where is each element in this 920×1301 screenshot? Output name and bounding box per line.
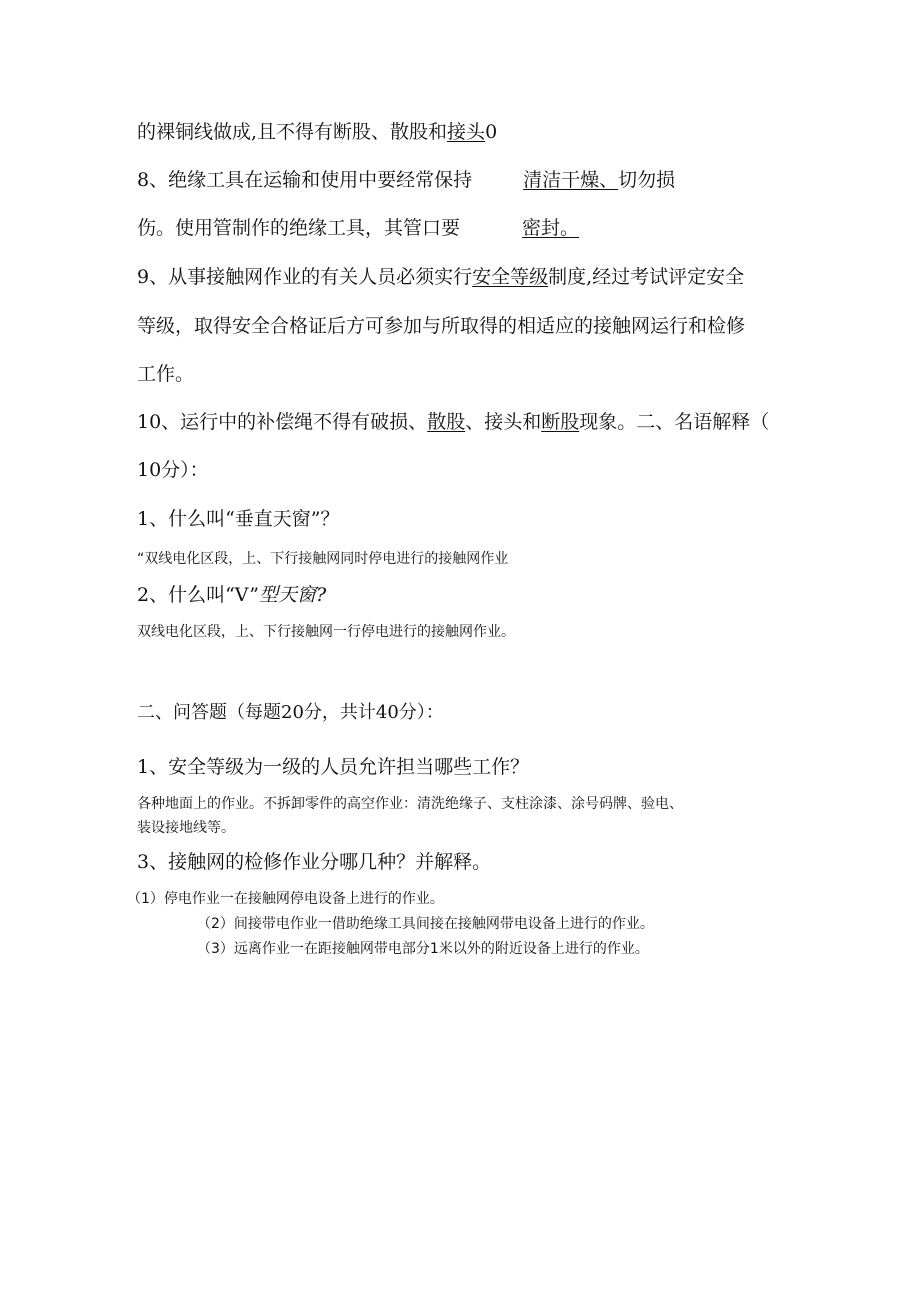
- blank-answer: 安全等级: [472, 266, 549, 288]
- text: 、接头和: [465, 411, 542, 433]
- answer-3-line-1: 各种地面上的作业。不拆卸零件的高空作业：清洗绝缘子、支柱涂漆、涂号码牌、验电、: [137, 796, 683, 812]
- question-2: [137, 586, 326, 605]
- line-7: [137, 413, 769, 432]
- question-4: 3、接触网的检修作业分哪几种？并解释。: [137, 851, 492, 873]
- line-4: [137, 268, 744, 287]
- text: 型天窗?: [258, 584, 327, 606]
- answer-1: “双线电化区段，上、下行接触网同时停电进行的接触网作业: [137, 551, 509, 567]
- question-1: 1、什么叫“垂直天窗”？: [137, 508, 340, 530]
- text: 现象。二、名语解释（: [579, 411, 770, 433]
- answer-2: 双线电化区段，上、下行接触网一行停电进行的接触网作业。: [137, 624, 515, 640]
- line-2: [137, 171, 675, 190]
- answer-4-item-1: （1）停电作业一在接触网停电设备上进行的作业。: [127, 891, 444, 907]
- text: 9、从事接触网作业的有关人员必须实行: [137, 266, 473, 288]
- blank-answer: 清洁干燥、: [523, 169, 619, 191]
- text: 10、运行中的补偿绳不得有破损、: [137, 411, 428, 433]
- section-heading: 二、问答题（每题20分，共计40分）：: [137, 702, 444, 723]
- blank-answer: 断股: [541, 411, 580, 433]
- text: 的裸铜线做成,且不得有断股、散股和: [137, 121, 448, 143]
- text: 8、绝缘工具在运输和使用中要经常保持: [137, 169, 473, 191]
- line-3: [137, 219, 579, 238]
- line-1: [137, 123, 497, 142]
- text: 制度,经过考试评定安全: [548, 266, 745, 288]
- answer-4-item-2: （2）间接带电作业一借助绝缘工具间接在接触网带电设备上进行的作业。: [197, 916, 654, 932]
- question-3: 1、安全等级为一级的人员允许担当哪些工作？: [137, 756, 530, 778]
- text: 切勿损: [618, 169, 676, 191]
- text: 0: [485, 121, 498, 143]
- line-8: 10分）：: [137, 459, 209, 481]
- text: 2、什么叫“V”: [137, 584, 259, 606]
- blank-answer: 散股: [427, 411, 466, 433]
- text: 伤。使用管制作的绝缘工具，其管口要: [137, 217, 461, 239]
- line-6: 工作。: [137, 363, 195, 385]
- answer-3-line-2: 装设接地线等。: [137, 820, 235, 836]
- blank-answer: 接头: [447, 121, 486, 143]
- line-5: 等级，取得安全合格证后方可参加与所取得的相适应的接触网运行和检修: [137, 315, 746, 337]
- answer-4-item-3: （3）远离作业一在距接触网带电部分1米以外的附近设备上进行的作业。: [197, 941, 649, 957]
- blank-answer: 密封。: [522, 217, 580, 239]
